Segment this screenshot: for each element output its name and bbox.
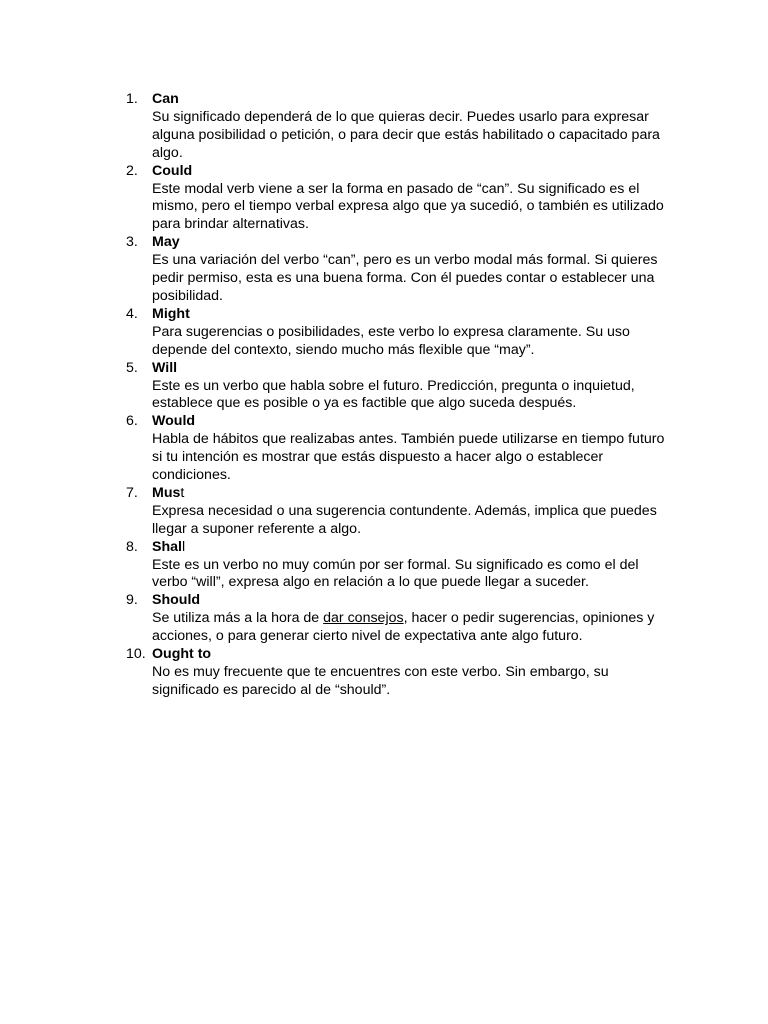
term-description: Su significado dependerá de lo que quieras decir. Puedes usarlo para expresar alguna posibilidad o petición, o para decir que estás habilitado o capacitado para algo. (152, 108, 660, 161)
list-item-content (152, 91, 666, 163)
list-item-content (152, 360, 666, 414)
term-description (152, 610, 666, 646)
term-text: May (152, 234, 180, 251)
term-text: Would (152, 413, 196, 430)
list-item-content (152, 163, 666, 235)
list-item-content (152, 646, 666, 700)
list-item (126, 539, 666, 593)
dar-consejos-link[interactable]: dar consejos (323, 610, 404, 627)
list-item (126, 234, 666, 306)
term-heading (152, 234, 666, 252)
term-heading (152, 360, 666, 378)
term-description: Es una variación del verbo “can”, pero es un verbo modal más formal. Si quieres pedir permiso, esta es una buena forma. Con él puedes contar o establecer una posibilidad. (152, 252, 658, 304)
list-number: 1. (126, 91, 138, 107)
term-description: Para sugerencias o posibilidades, este verbo lo expresa claramente. Su uso depende del contexto, siendo mucho más flexible que “may”. (152, 323, 630, 358)
modal-verbs-list (126, 91, 666, 700)
list-item (126, 485, 666, 539)
term-text: Could (152, 162, 193, 179)
list-number: 8. (126, 538, 138, 555)
list-number: 4. (126, 305, 138, 322)
description-text-before: Se utiliza más a la hora de (152, 610, 324, 627)
term-heading (152, 413, 666, 431)
term-text: Might (152, 305, 190, 322)
term-text: Shal (152, 538, 182, 555)
term-description: Este es un verbo no muy común por ser formal. Su significado es como el del verbo “will”, expresa algo en relación a lo que puede llegar a suceder. (152, 556, 639, 591)
term-text-rest: t (180, 484, 185, 501)
term-heading (152, 306, 666, 324)
list-number: 2. (126, 162, 138, 179)
list-item-content (152, 539, 666, 593)
term-text: Mus (152, 484, 181, 501)
list-item (126, 360, 666, 414)
list-item (126, 306, 666, 360)
term-description: No es muy frecuente que te encuentres con este verbo. Sin embargo, su significado es parecido al de “should”. (152, 664, 609, 698)
term-text-rest: l (181, 538, 186, 555)
document-body (126, 91, 666, 700)
list-item (126, 592, 666, 646)
term-heading (152, 539, 666, 557)
list-number: 7. (126, 484, 138, 501)
list-number: 10. (126, 646, 146, 663)
list-item-content (152, 592, 666, 646)
list-item (126, 646, 666, 700)
term-description: Habla de hábitos que realizabas antes. También puede utilizarse en tiempo futuro si tu intención es mostrar que estás dispuesto a hacer algo o establecer condiciones. (152, 431, 665, 484)
list-item (126, 413, 666, 485)
list-number: 6. (126, 413, 138, 430)
term-text: Can (152, 91, 179, 107)
list-item-content (152, 234, 666, 306)
list-item (126, 163, 666, 235)
list-item (126, 91, 666, 163)
list-number: 5. (126, 359, 138, 376)
term-heading (152, 91, 666, 109)
list-item-content (152, 306, 666, 360)
term-text: Ought to (152, 646, 212, 663)
description-text-after: , hacer o pedir sugerencias, opiniones y acciones, o para generar cierto nivel de expectativa ante algo futuro. (152, 610, 655, 645)
term-description: Este es un verbo que habla sobre el futuro. Predicción, pregunta o inquietud, establece que es posible o ya es factible que algo suceda después. (152, 377, 635, 412)
term-text: Should (152, 592, 201, 609)
term-heading (152, 163, 666, 181)
term-heading (152, 646, 666, 664)
term-heading (152, 485, 666, 503)
list-number: 3. (126, 234, 138, 251)
term-text: Will (152, 359, 178, 376)
term-description: Este modal verb viene a ser la forma en pasado de “can”. Su significado es el mismo, pero el tiempo verbal expresa algo que ya sucedió, o también es utilizado para brindar alternativas. (152, 180, 664, 233)
list-item-content (152, 413, 666, 485)
list-item-content (152, 485, 666, 539)
term-heading (152, 592, 666, 610)
term-description: Expresa necesidad o una sugerencia contundente. Además, implica que puedes llegar a suponer referente a algo. (152, 502, 657, 537)
list-number: 9. (126, 592, 138, 609)
